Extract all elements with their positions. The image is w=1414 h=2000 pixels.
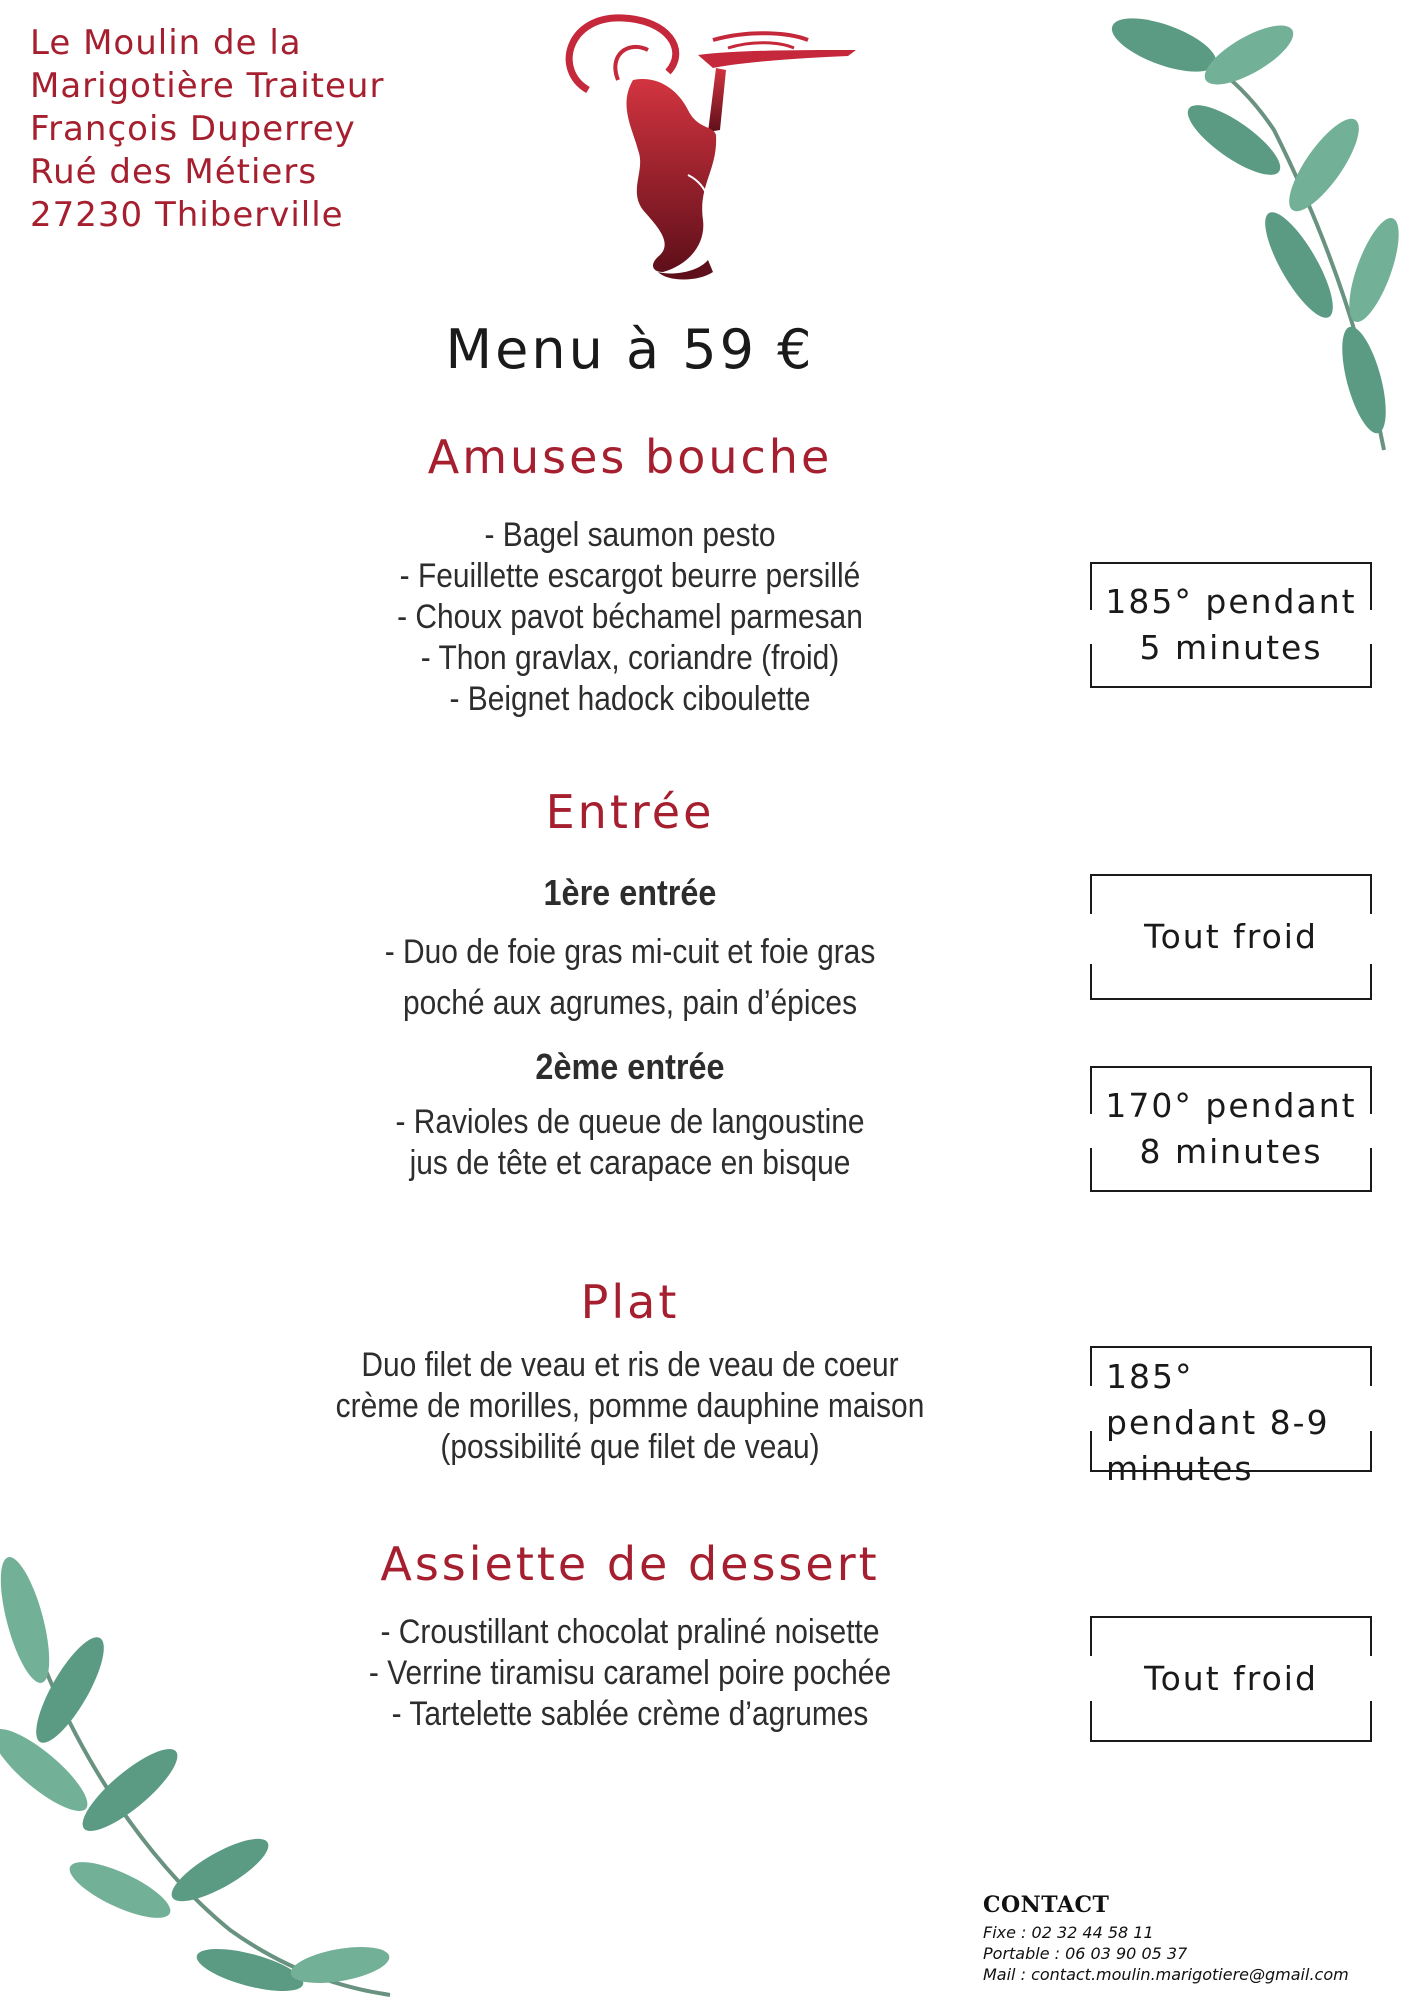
list-item: - Ravioles de queue de langoustine [395, 1103, 865, 1141]
cooking-text: Tout froid [1144, 917, 1318, 956]
restaurant-address [30, 22, 384, 237]
contact-phone-fixed: Fixe : 02 32 44 58 11 [983, 1923, 1154, 1942]
list-item: crème de morilles, pomme dauphine maison [335, 1387, 925, 1425]
section-title-amuses-bouche: Amuses bouche [427, 430, 833, 484]
first-entree-title: 1ère entrée [543, 872, 717, 913]
cooking-text: minutes [1106, 1449, 1254, 1488]
list-item: - Bagel saumon pesto [484, 516, 776, 554]
address-line: Marigotière Traiteur [30, 66, 385, 106]
cooking-box [1090, 1066, 1372, 1192]
list-item: - Verrine tiramisu caramel poire pochée [368, 1654, 892, 1692]
cooking-text: 185° pendant [1105, 582, 1357, 621]
address-line: Rué des Métiers [30, 152, 318, 192]
section-title-entree: Entrée [545, 785, 715, 839]
address-line: François Duperrey [30, 109, 356, 149]
contact-heading: CONTACT [983, 1892, 1110, 1918]
cooking-text: Tout froid [1144, 1659, 1318, 1698]
menu-title: Menu à 59 € [445, 318, 815, 381]
list-item: - Feuillette escargot beurre persillé [399, 557, 861, 595]
cooking-box [1090, 562, 1372, 688]
cooking-text: pendant 8-9 [1106, 1403, 1330, 1442]
contact-phone-mobile: Portable : 06 03 90 05 37 [983, 1944, 1188, 1963]
plat-items [278, 1345, 982, 1468]
list-item: - Duo de foie gras mi-cuit et foie gras [384, 933, 876, 971]
list-item: jus de tête et carapace en bisque [409, 1144, 851, 1182]
second-entree-items [278, 1102, 982, 1184]
cooking-text: 5 minutes [1139, 628, 1323, 667]
leaf-decoration-icon [0, 1540, 400, 2000]
first-entree-items [278, 927, 982, 1029]
list-item: - Choux pavot béchamel parmesan [397, 598, 863, 636]
list-item: - Beignet hadock ciboulette [449, 680, 811, 718]
amuses-items [278, 515, 982, 720]
address-line: Le Moulin de la [30, 23, 302, 63]
cooking-text: 185° [1106, 1357, 1194, 1396]
list-item: (possibilité que filet de veau) [440, 1428, 820, 1466]
list-item: Duo filet de veau et ris de veau de coeur [361, 1346, 899, 1384]
cooking-text: 8 minutes [1139, 1132, 1323, 1171]
contact-email: Mail : contact.moulin.marigotiere@gmail.com [983, 1965, 1349, 1984]
contact-block [983, 1892, 1349, 1985]
section-title-dessert: Assiette de dessert [380, 1537, 880, 1591]
list-item: - Thon gravlax, coriandre (froid) [420, 639, 840, 677]
cooking-box [1090, 1346, 1372, 1488]
section-title-plat: Plat [580, 1275, 680, 1329]
dessert-items [278, 1612, 982, 1735]
cooking-box [1090, 874, 1372, 1000]
list-item: poché aux agrumes, pain d’épices [402, 984, 858, 1022]
list-item: - Croustillant chocolat praliné noisette [380, 1613, 880, 1651]
address-line: 27230 Thiberville [30, 195, 344, 235]
chef-logo-icon [548, 10, 858, 285]
cooking-text: 170° pendant [1105, 1086, 1357, 1125]
second-entree-title: 2ème entrée [535, 1046, 725, 1087]
cooking-box [1090, 1616, 1372, 1742]
leaf-decoration-icon [1034, 0, 1414, 460]
list-item: - Tartelette sablée crème d’agrumes [391, 1695, 869, 1733]
